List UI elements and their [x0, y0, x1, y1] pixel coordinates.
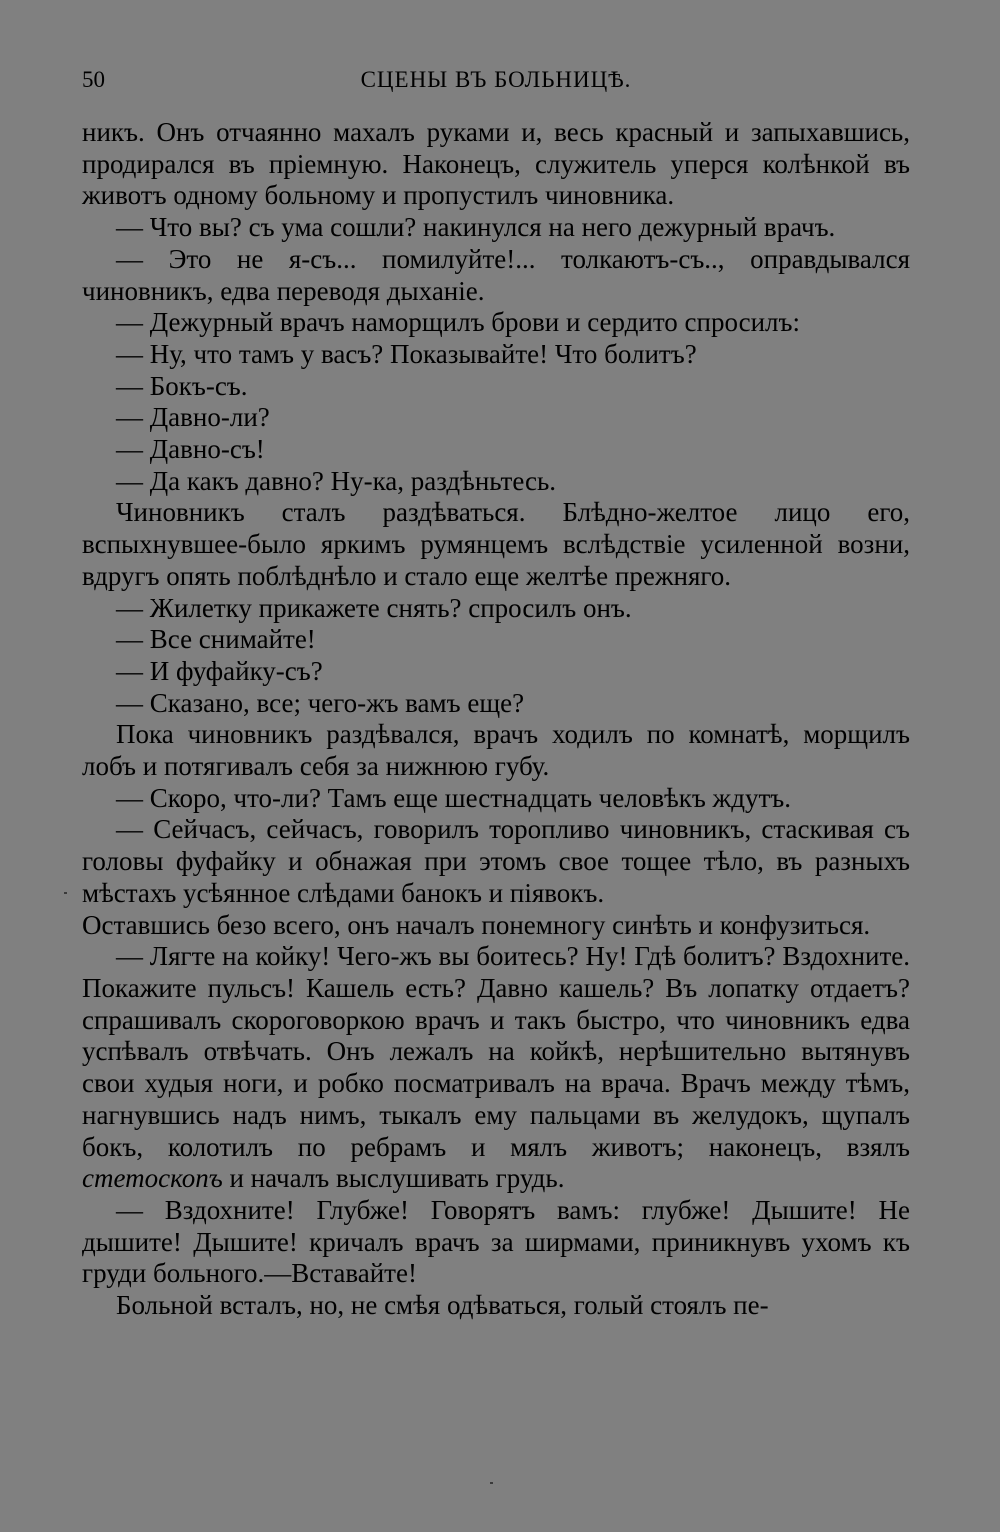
paragraph: — Все снимайте! [116, 624, 316, 655]
page-number: 50 [82, 67, 105, 92]
paragraph: — И фуфайку-съ? [116, 655, 323, 686]
paragraph: — Что вы? съ ума сошли? накинулся на него дежурный врачъ. [116, 212, 836, 243]
paragraph: Чиновникъ сталъ раздѣваться. Блѣдно-желтое лицо его, вспыхнувшее-было яркимъ румянцемъ вслѣдствіе усиленной возни, вдругъ опять поблѣднѣло и стало еще желтѣе прежняго. [82, 497, 910, 591]
paragraph: никъ. Онъ отчаянно махалъ руками и, весь красный и запыхавшись, продирался въ пріемную. Наконецъ, служитель уперся колѣнкой въ животъ одному больному и пропустилъ чиновника. [82, 117, 910, 211]
paragraph: Оставшись безо всего, онъ началъ понемногу синѣть и конфузиться. [82, 909, 871, 940]
paragraph: — Жилетку прикажете снять? спросилъ онъ. [116, 592, 632, 623]
paragraph: — Сказано, все; чего-жъ вамъ еще? [116, 687, 525, 718]
italic-term: стетоскопъ [82, 1163, 223, 1194]
paragraph: — Скоро, что-ли? Тамъ еще шестнадцать человѣкъ ждутъ. [116, 782, 791, 813]
paragraph: — Дежурный врачъ наморщилъ брови и сердито спросилъ: [116, 307, 800, 338]
paragraph-text: — Лягте на койку! Чего-жъ вы боитесь? Ну! Гдѣ болитъ? Вздохните. Покажите пульсъ! Кашель есть? Давно кашель? Въ лопатку отдаетъ? спрашивалъ скороговоркою врачъ и такъ быстро, что чиновникъ едва успѣвалъ отвѣчать. Онъ лежалъ на койкѣ, нерѣшительно вытянувъ свои худыя ноги, и робко посматривалъ на врача. Врачъ между тѣмъ, нагнувшись надъ нимъ, тыкалъ ему пальцами въ желудокъ, щупалъ бокъ, колотилъ по ребрамъ и мялъ животъ; наконецъ, взялъ [82, 941, 910, 1162]
paragraph: — Давно-съ! [116, 434, 265, 465]
paragraph: Пока чиновникъ раздѣвался, врачъ ходилъ по комнатѣ, морщилъ лобъ и потягивалъ себя за нижнюю губу. [82, 719, 910, 782]
page-body [82, 117, 910, 1322]
book-page [82, 64, 910, 1322]
scan-artifact [490, 1482, 493, 1484]
paragraph: — Давно-ли? [116, 402, 270, 433]
paragraph-text-tail: и началъ выслушивать грудь. [222, 1163, 565, 1194]
paragraph: Больной всталъ, но, не смѣя одѣваться, голый стоялъ пе- [116, 1290, 769, 1321]
paragraph: — Это не я-съ... помилуйте!... толкаютъ-съ.., оправдывался чиновникъ, едва переводя дыханіе. [82, 243, 910, 306]
paragraph: — Ну, что тамъ у васъ? Показывайте! Что болитъ? [116, 338, 697, 369]
paragraph: — Бокъ-съ. [116, 370, 248, 401]
scan-artifact [64, 892, 67, 894]
paragraph-with-italic [82, 941, 910, 1195]
paragraph: — Да какъ давно? Ну-ка, раздѣньтесь. [116, 465, 557, 496]
running-title: СЦЕНЫ ВЪ БОЛЬНИЦѢ. [360, 67, 632, 92]
paragraph: — Сейчасъ, сейчасъ, говорилъ торопливо чиновникъ, стаскивая съ головы фуфайку и обнажая при этомъ свое тощее тѣло, въ разныхъ мѣстахъ усѣянное слѣдами банокъ и піявокъ. [82, 814, 910, 908]
paragraph: — Вздохните! Глубже! Говорятъ вамъ: глубже! Дышите! Не дышите! Дышите! кричалъ врачъ за ширмами, приникнувъ ухомъ къ груди больного.—Вставайте! [82, 1194, 910, 1289]
page-header [82, 64, 910, 104]
